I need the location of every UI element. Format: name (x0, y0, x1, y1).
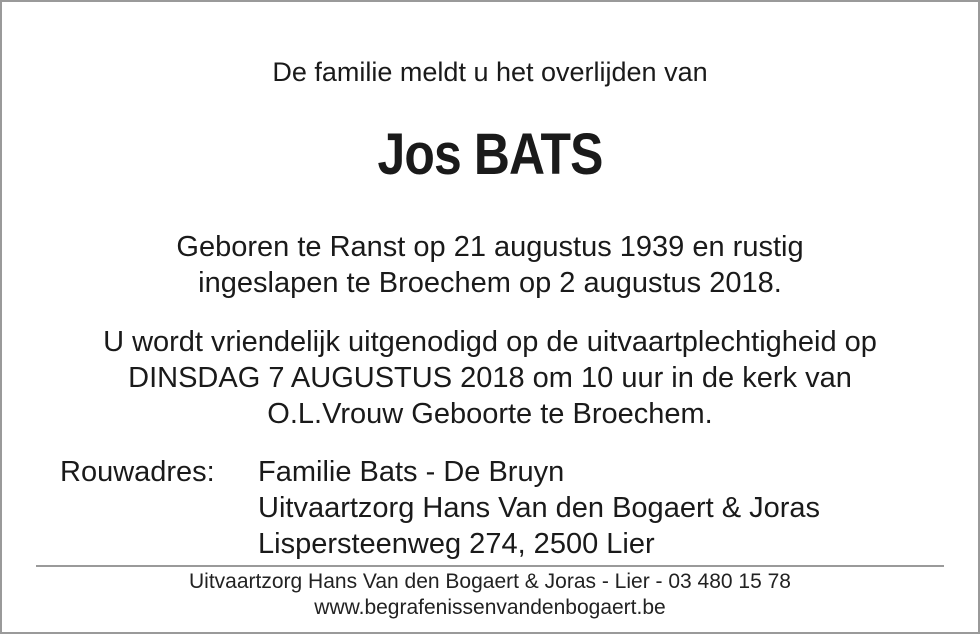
address-line-1: Familie Bats - De Bruyn (258, 456, 565, 488)
footer-divider (36, 565, 944, 567)
footer-company-line: Uitvaartzorg Hans Van den Bogaert & Joras - Lier - 03 480 15 78 (189, 570, 791, 593)
birth-line-1: Geboren te Ranst op 21 augustus 1939 en rustig (176, 231, 804, 263)
invite-line-1: U wordt vriendelijk uitgenodigd op de uitvaartplechtigheid op (103, 326, 877, 358)
footer (0, 569, 980, 621)
intro-text: De familie meldt u het overlijden van (272, 57, 708, 87)
address-line-2: Uitvaartzorg Hans Van den Bogaert & Joras (258, 492, 821, 524)
birth-death-paragraph (0, 229, 980, 301)
footer-website: www.begrafenissenvandenbogaert.be (314, 596, 666, 619)
mourning-address (258, 454, 820, 562)
birth-line-2: ingeslapen te Broechem op 2 augustus 2018. (198, 267, 782, 299)
address-label: Rouwadres: (60, 456, 215, 488)
funeral-invitation-paragraph (0, 324, 980, 432)
invite-line-2: DINSDAG 7 AUGUSTUS 2018 om 10 uur in de kerk van (128, 362, 852, 394)
invite-line-3: O.L.Vrouw Geboorte te Broechem. (267, 398, 713, 430)
deceased-name: Jos BATS (377, 122, 603, 187)
address-line-3: Lispersteenweg 274, 2500 Lier (258, 528, 655, 560)
